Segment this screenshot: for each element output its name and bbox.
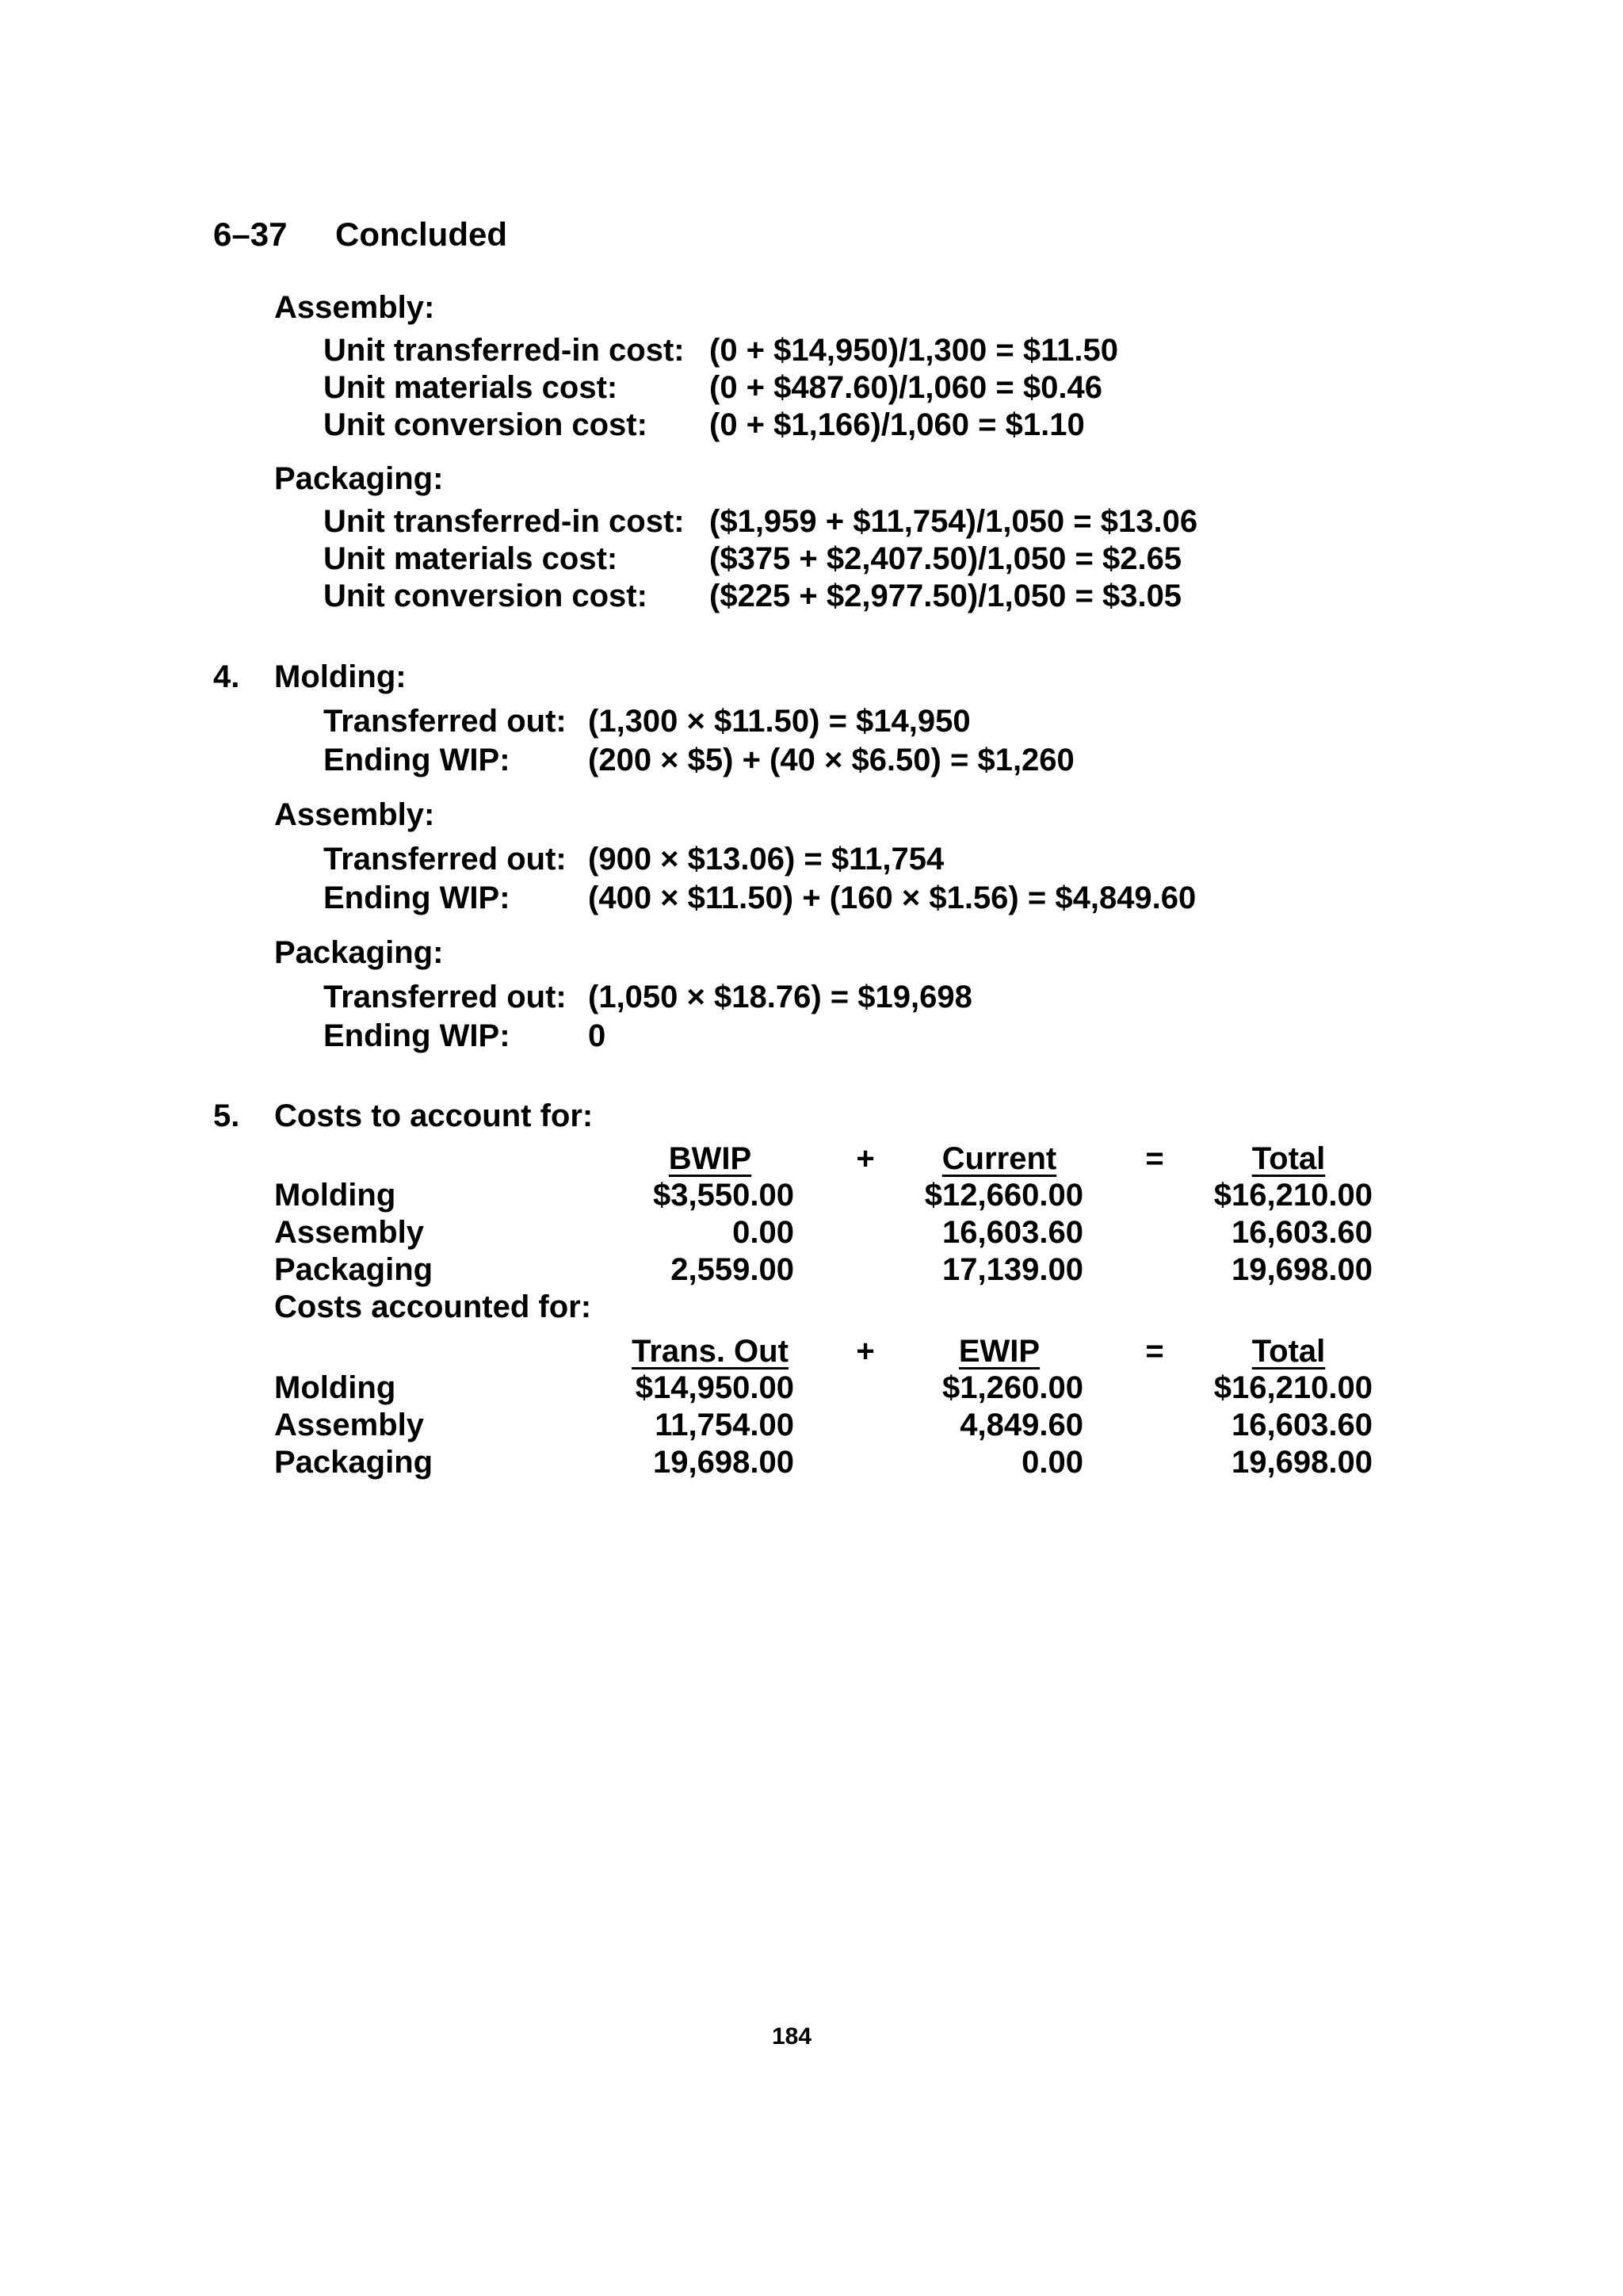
molding-ending-wip-value: (200 × $5) + (40 × $6.50) = $1,260 xyxy=(588,743,1075,777)
col-header-total: Total xyxy=(1251,1334,1326,1369)
page-number: 184 xyxy=(771,2023,812,2050)
col-header-ewip: EWIP xyxy=(958,1334,1041,1369)
part-5-number: 5. xyxy=(213,1098,240,1133)
table-cell-trans-out: 11,754.00 xyxy=(655,1408,794,1442)
col-header-plus: + xyxy=(856,1334,875,1369)
molding-transferred-out-value: (1,300 × $11.50) = $14,950 xyxy=(588,704,971,739)
packaging-transferred-in-value: ($1,959 + $11,754)/1,050 = $13.06 xyxy=(709,504,1198,539)
packaging-ending-wip-label: Ending WIP: xyxy=(323,1018,510,1053)
assembly-conversion-value: (0 + $1,166)/1,060 = $1.10 xyxy=(709,407,1085,442)
molding-transferred-out-label: Transferred out: xyxy=(323,704,567,739)
table-cell-bwip: 2,559.00 xyxy=(670,1252,794,1287)
molding-ending-wip-label: Ending WIP: xyxy=(323,743,510,777)
assembly-transferred-in-label: Unit transferred-in cost: xyxy=(323,333,685,368)
assembly-transferred-out-label: Transferred out: xyxy=(323,842,567,877)
costs-accounted-title: Costs accounted for: xyxy=(274,1289,592,1324)
packaging-transferred-in-label: Unit transferred-in cost: xyxy=(323,504,685,539)
packaging-conversion-value: ($225 + $2,977.50)/1,050 = $3.05 xyxy=(709,579,1182,613)
table-cell-bwip: 0.00 xyxy=(732,1215,794,1250)
table-cell-total: 19,698.00 xyxy=(1232,1252,1373,1287)
packaging-transferred-out-label: Transferred out: xyxy=(323,980,567,1014)
packaging-materials-label: Unit materials cost: xyxy=(323,541,618,576)
table-cell-total: 16,603.60 xyxy=(1232,1215,1373,1250)
assembly-materials-value: (0 + $487.60)/1,060 = $0.46 xyxy=(709,370,1102,405)
assembly-title: Assembly: xyxy=(274,797,435,832)
table-cell-ewip: 4,849.60 xyxy=(960,1408,1083,1442)
col-header-trans-out: Trans. Out xyxy=(632,1334,789,1369)
table-cell-current: 17,139.00 xyxy=(942,1252,1083,1287)
part-4-number: 4. xyxy=(213,659,240,694)
packaging-title: Packaging: xyxy=(274,935,444,970)
packaging-ending-wip-value: 0 xyxy=(588,1018,606,1053)
table-row-dept: Assembly xyxy=(274,1215,424,1250)
table-cell-ewip: 0.00 xyxy=(1022,1445,1083,1480)
assembly-ending-wip-label: Ending WIP: xyxy=(323,881,510,915)
col-header-bwip: BWIP xyxy=(668,1141,752,1176)
packaging-unit-costs-title: Packaging: xyxy=(274,461,444,496)
col-header-equals: = xyxy=(1145,1334,1164,1369)
assembly-transferred-out-value: (900 × $13.06) = $11,754 xyxy=(588,842,945,877)
packaging-conversion-label: Unit conversion cost: xyxy=(323,579,647,613)
table-cell-current: 16,603.60 xyxy=(942,1215,1083,1250)
table-row-dept: Packaging xyxy=(274,1252,433,1287)
col-header-total: Total xyxy=(1251,1141,1326,1176)
table-row-dept: Assembly xyxy=(274,1408,424,1442)
assembly-conversion-label: Unit conversion cost: xyxy=(323,407,647,442)
table-cell-current: $12,660.00 xyxy=(924,1178,1083,1213)
assembly-materials-label: Unit materials cost: xyxy=(323,370,618,405)
packaging-transferred-out-value: (1,050 × $18.76) = $19,698 xyxy=(588,980,972,1014)
assembly-unit-costs-title: Assembly: xyxy=(274,290,435,325)
page-title: Concluded xyxy=(335,216,507,253)
table-cell-trans-out: 19,698.00 xyxy=(653,1445,794,1480)
costs-to-account-title: Costs to account for: xyxy=(274,1098,594,1133)
problem-number: 6–37 xyxy=(213,216,288,253)
col-header-equals: = xyxy=(1145,1141,1164,1176)
table-row-dept: Packaging xyxy=(274,1445,433,1480)
molding-title: Molding: xyxy=(274,659,407,694)
table-row-dept: Molding xyxy=(274,1370,396,1405)
col-header-plus: + xyxy=(856,1141,875,1176)
table-row-dept: Molding xyxy=(274,1178,396,1213)
table-cell-trans-out: $14,950.00 xyxy=(635,1370,794,1405)
packaging-materials-value: ($375 + $2,407.50)/1,050 = $2.65 xyxy=(709,541,1182,576)
assembly-ending-wip-value: (400 × $11.50) + (160 × $1.56) = $4,849.60 xyxy=(588,881,1197,915)
table-cell-ewip: $1,260.00 xyxy=(942,1370,1083,1405)
table-cell-total: 19,698.00 xyxy=(1232,1445,1373,1480)
table-cell-total: 16,603.60 xyxy=(1232,1408,1373,1442)
assembly-transferred-in-value: (0 + $14,950)/1,300 = $11.50 xyxy=(709,333,1118,368)
table-cell-total: $16,210.00 xyxy=(1213,1178,1373,1213)
table-cell-total: $16,210.00 xyxy=(1213,1370,1373,1405)
col-header-current: Current xyxy=(941,1141,1057,1176)
table-cell-bwip: $3,550.00 xyxy=(653,1178,794,1213)
